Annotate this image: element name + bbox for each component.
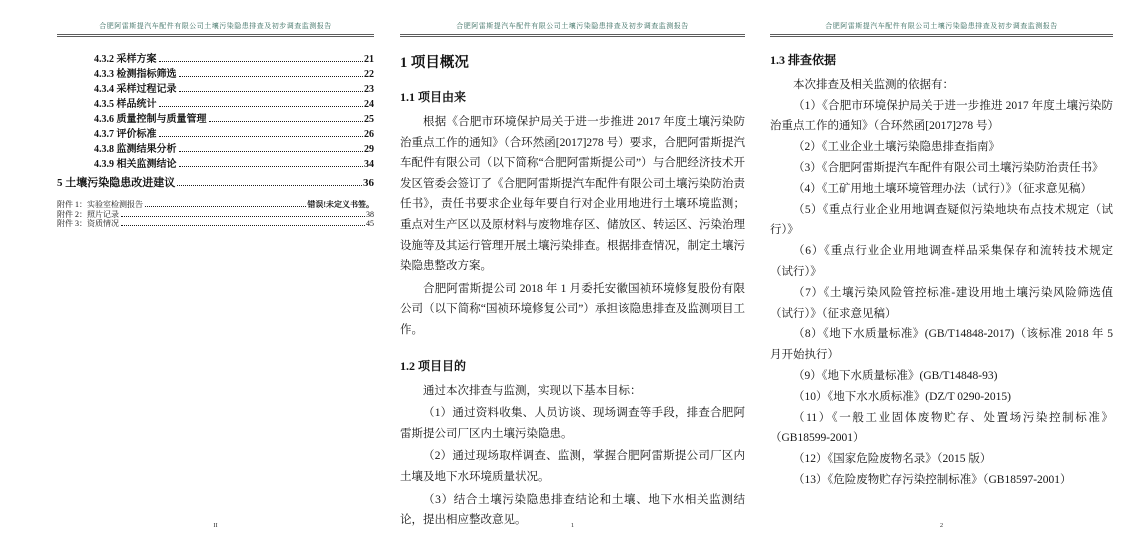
reference-item: （1）《合肥市环境保护局关于进一步推进 2017 年度土壤污染防治重点工作的通知》（合环然函[2017]278 号） bbox=[770, 99, 1113, 133]
page-number: 2 bbox=[939, 522, 944, 529]
toc-entry-page: 22 bbox=[364, 69, 374, 80]
toc-entry-label: 附件 2：照片记录 bbox=[57, 209, 119, 219]
toc-entry-label: 5 土壤污染隐患改进建议 bbox=[57, 177, 176, 189]
reference-item: （12）《国家危险废物名录》（2015 版） bbox=[793, 453, 992, 466]
toc-dot-leader bbox=[179, 76, 364, 77]
page-header-title: 合肥阿雷斯提汽车配件有限公司土壤污染隐患排查及初步调查监测报告 bbox=[770, 22, 1113, 37]
goal-item: （2）通过现场取样调查、监测，掌握合肥阿雷斯提公司厂区内土壤及地下水环境质量状况。 bbox=[400, 450, 745, 483]
toc-attachment-entry[interactable] bbox=[57, 219, 374, 229]
page-toc bbox=[0, 0, 380, 559]
toc-entry[interactable] bbox=[94, 67, 374, 82]
toc-entry-page: 21 bbox=[364, 54, 374, 65]
toc-entry-page: 23 bbox=[364, 84, 374, 95]
toc-entry[interactable] bbox=[94, 157, 374, 172]
toc-attachment-entry[interactable] bbox=[57, 210, 374, 220]
goal-list bbox=[400, 403, 745, 531]
reference-item: （4）《工矿用地土壤环境管理办法（试行）》（征求意见稿） bbox=[793, 182, 1092, 195]
page-header-title: 合肥阿雷斯提汽车配件有限公司土壤污染隐患排查及初步调查监测报告 bbox=[57, 22, 374, 37]
toc-entry-label: 4.3.6 质量控制与质量管理 bbox=[94, 114, 207, 125]
toc-dot-leader bbox=[121, 216, 365, 217]
toc-dot-leader bbox=[179, 166, 364, 167]
reference-item: （6）《重点行业企业用地调查样品采集保存和流转技术规定（试行）》 bbox=[770, 245, 1113, 278]
toc-entry-label: 4.3.7 评价标准 bbox=[94, 129, 157, 140]
reference-item: （3）《合肥阿雷斯提汽车配件有限公司土壤污染防治责任书》 bbox=[793, 161, 1104, 174]
toc-attachment-entry[interactable] bbox=[57, 200, 374, 210]
toc-entry-page: 25 bbox=[364, 114, 374, 125]
reference-item: （2）《工业企业土壤污染隐患排查指南》 bbox=[793, 141, 1000, 154]
toc-entry-label: 4.3.4 采样过程记录 bbox=[94, 84, 177, 95]
reference-item: （10）《地下水水质标准》(DZ/T 0290-2015) bbox=[793, 390, 1011, 403]
page-header-title: 合肥阿雷斯提汽车配件有限公司土壤污染隐患排查及初步调查监测报告 bbox=[400, 22, 745, 37]
body-paragraph: 本次排查及相关监测的依据有： bbox=[793, 79, 954, 91]
body-paragraph: 合肥阿雷斯提公司 2018 年 1 月委托安徽国祯环境修复股份有限公司（以下简称“国祯环境修复公司”）承担该隐患排查及监测项目工作。 bbox=[400, 282, 745, 336]
page-number: II bbox=[213, 522, 218, 529]
reference-item: （8）《地下水质量标准》(GB/T14848-2017)（该标准 2018 年 5 月开始执行） bbox=[770, 328, 1113, 362]
toc-dot-leader bbox=[179, 91, 364, 92]
toc-dot-leader bbox=[159, 61, 364, 62]
toc-entry-label: 4.3.9 相关监测结论 bbox=[94, 159, 177, 170]
toc-attachments bbox=[57, 200, 374, 229]
reference-item: （5）《重点行业企业用地调查疑似污染地块布点技术规定（试行）》 bbox=[770, 203, 1113, 237]
toc-entry-label: 4.3.5 样品统计 bbox=[94, 99, 157, 110]
toc-dot-leader bbox=[159, 106, 364, 107]
toc-entry-page: 29 bbox=[364, 144, 374, 155]
toc-entry[interactable] bbox=[94, 142, 374, 157]
section-heading-1-1: 1.1 项目由来 bbox=[400, 90, 467, 104]
toc-dot-leader bbox=[179, 151, 364, 152]
section-heading-1-2: 1.2 项目目的 bbox=[400, 358, 467, 373]
reference-item: （9）《地下水质量标准》(GB/T14848-93) bbox=[793, 369, 998, 382]
goal-item: （3）结合土壤污染隐患排查结论和土壤、地下水相关监测结论，提出相应整改意见。 bbox=[400, 493, 745, 527]
toc-dot-leader bbox=[177, 185, 362, 186]
toc-dot-leader bbox=[121, 225, 365, 226]
section-heading-1-3: 1.3 排查依据 bbox=[770, 53, 837, 67]
page-one bbox=[380, 0, 760, 559]
reference-list bbox=[770, 96, 1113, 491]
toc-entry-page: 45 bbox=[366, 219, 374, 228]
toc-entry[interactable] bbox=[94, 82, 374, 97]
toc-entry[interactable] bbox=[94, 112, 374, 127]
toc-entry-page: 38 bbox=[366, 209, 374, 219]
chapter-heading: 1 项目概况 bbox=[400, 55, 469, 71]
toc-entry-page: 34 bbox=[364, 159, 374, 170]
toc-list bbox=[94, 52, 374, 172]
toc-entry-page: 26 bbox=[364, 129, 374, 140]
body-paragraph: 根据《合肥市环境保护局关于进一步推进 2017 年度土壤污染防治重点工作的通知》（合环然函[2017]278 号）要求，合肥阿雷斯提汽车配件有限公司（以下简称“合肥阿雷斯提公司”）与合肥经济技术开发区管委会签订了《合肥阿雷斯提汽车配件有限公司土壤污染防治责任书》，责任书要求企业每年要自行对企业用地进行土壤环境监测；重点对生产区以及原材料与废物堆存区、储放区、转运区、污染治理设施等及其运行管理开展土壤污染排查。根据排查情况，制定土壤污染隐患整改方案。 bbox=[400, 116, 745, 273]
toc-entry[interactable] bbox=[94, 97, 374, 112]
body-paragraph: 通过本次排查与监测，实现以下基本目标： bbox=[423, 384, 642, 397]
reference-item: （7）《土壤污染风险管控标准-建设用地土壤污染风险筛选值（试行）》（征求意见稿） bbox=[770, 286, 1113, 320]
reference-item: （11）《一般工业固体废物贮存、处置场污染控制标准》（GB18599-2001） bbox=[770, 411, 1113, 445]
toc-entry-label: 附件 3：资质情况 bbox=[57, 219, 119, 228]
toc-entry-section5[interactable] bbox=[57, 175, 374, 191]
toc-entry[interactable] bbox=[94, 127, 374, 142]
toc-entry-label: 4.3.2 采样方案 bbox=[94, 54, 157, 65]
toc-dot-leader bbox=[145, 206, 306, 207]
toc-dot-leader bbox=[159, 136, 364, 137]
toc-entry-page-error: 错误!未定义书签。 bbox=[307, 200, 374, 209]
page-number: 1 bbox=[570, 522, 575, 529]
toc-dot-leader bbox=[209, 121, 364, 122]
goal-item: （1）通过资料收集、人员访谈、现场调查等手段，排查合肥阿雷斯提公司厂区内土壤污染隐患。 bbox=[400, 407, 745, 440]
toc-entry-page: 24 bbox=[364, 99, 374, 110]
reference-item: （13）《危险废物贮存污染控制标准》（GB18597-2001） bbox=[793, 473, 1072, 486]
toc-entry[interactable] bbox=[94, 52, 374, 67]
page-two bbox=[760, 0, 1140, 559]
toc-entry-label: 4.3.3 检测指标筛选 bbox=[94, 69, 177, 80]
toc-entry-label: 4.3.8 监测结果分析 bbox=[94, 144, 177, 155]
toc-entry-label: 附件 1：实验室检测报告 bbox=[57, 200, 143, 209]
toc-entry-page: 36 bbox=[363, 177, 374, 189]
